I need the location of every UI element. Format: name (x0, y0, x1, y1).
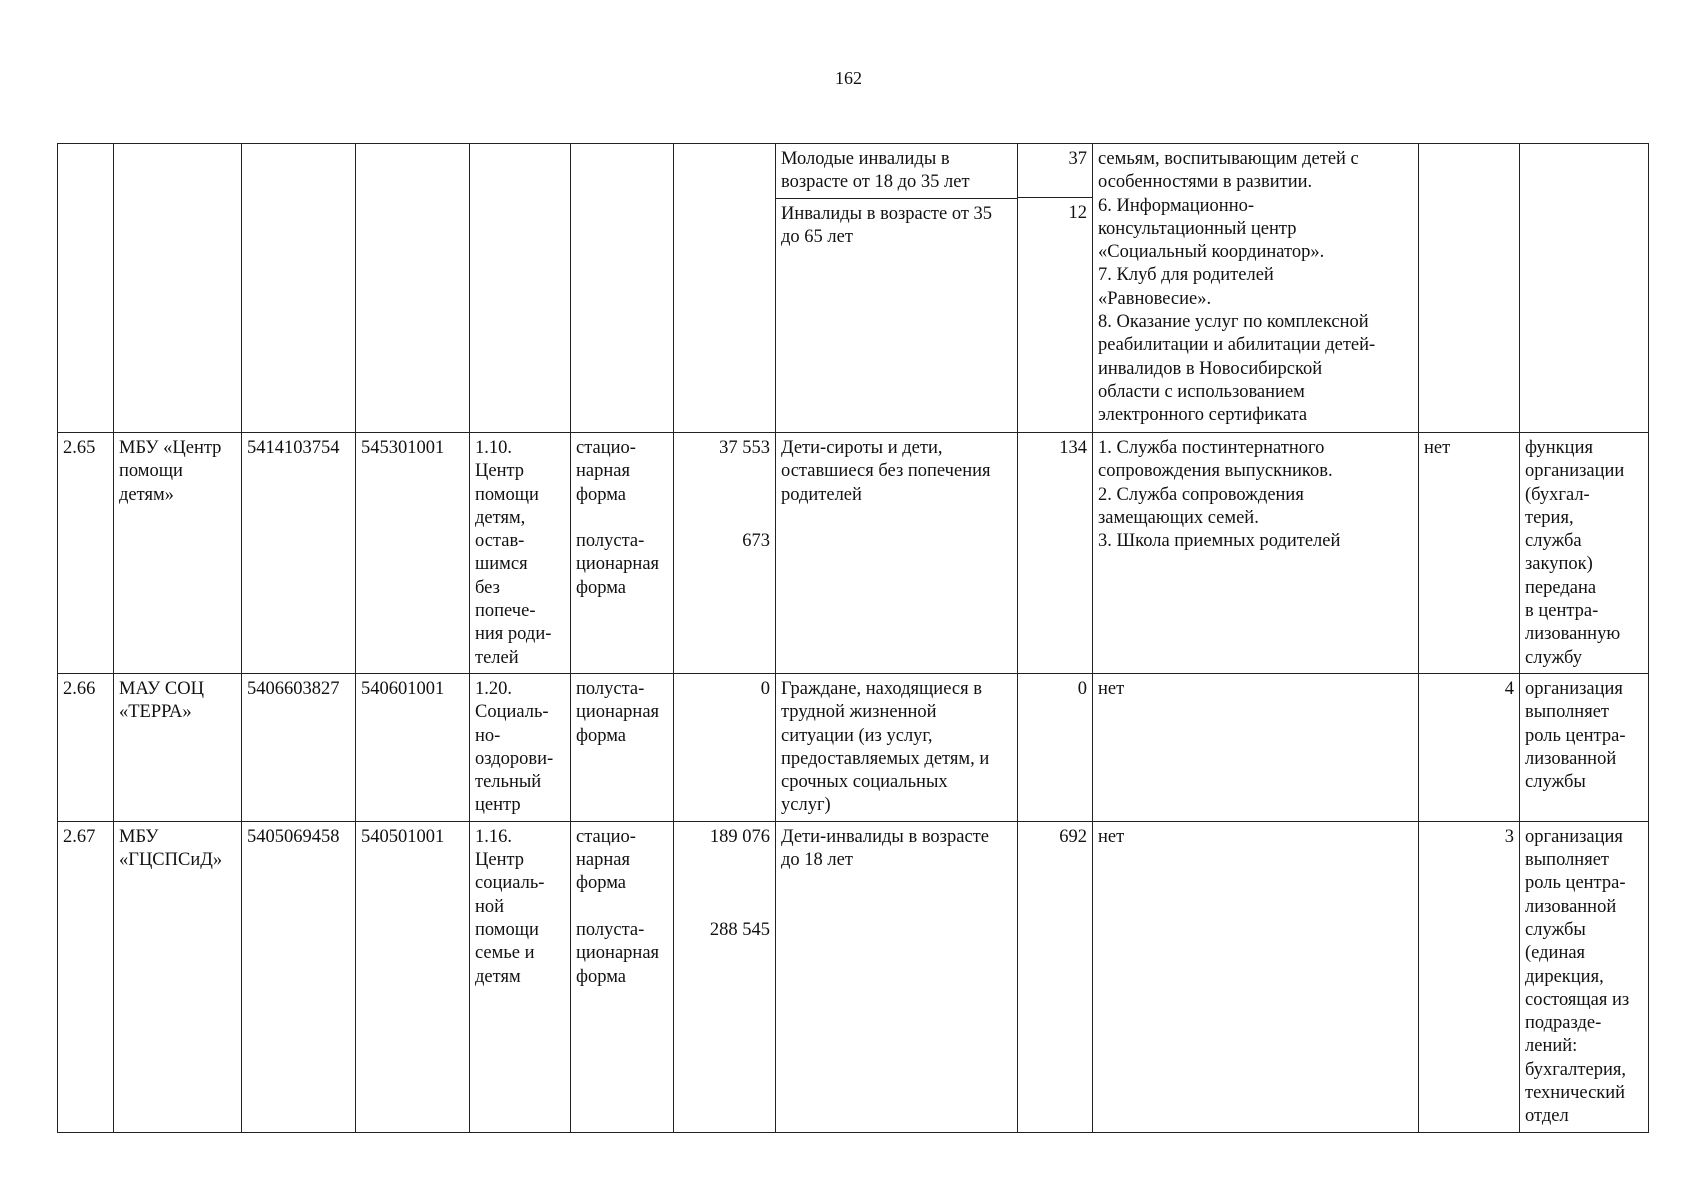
cell-kpp: 545301001 (356, 433, 470, 674)
cell-type (470, 144, 571, 433)
cell-name (114, 144, 242, 433)
cell-no: 2.66 (58, 673, 114, 821)
cell-name: МБУ «ГЦСПСиД» (114, 821, 242, 1132)
table-row (58, 144, 1649, 433)
cell-no: 2.67 (58, 821, 114, 1132)
cell-inn: 5414103754 (242, 433, 356, 674)
cell-services: семьям, воспитывающим детей с особенностями в развитии. 6. Информационно- консультационный центр «Социальный координатор». 7. Клуб для родителей «Равновесие». 8. Оказание услуг по комплексной реабилитации и абилитации детей- инвалидов в Новосибирской области с использованием электронного сертификата (1093, 144, 1419, 433)
category-count: 12 (1068, 203, 1087, 223)
cell-category (776, 144, 1018, 433)
table-row (58, 673, 1649, 821)
cell-category: Дети-сироты и дети, оставшиеся без попечения родителей (776, 433, 1018, 674)
table-row (58, 821, 1649, 1132)
cell-category: Дети-инвалиды в возрасте до 18 лет (776, 821, 1018, 1132)
category-text: Инвалиды в возрасте от 35 до 65 лет (781, 203, 993, 247)
cell-kpp: 540501001 (356, 821, 470, 1132)
cell-form: полуста- ционарная форма (571, 673, 674, 821)
cell-form: стацио- нарная форма полуста- ционарная форма (571, 433, 674, 674)
cell-kpp (356, 144, 470, 433)
cell-category: Граждане, находящиеся в трудной жизненной ситуации (из услуг, предоставляемых детям, и срочных социальных услуг) (776, 673, 1018, 821)
page-number: 162 (835, 68, 862, 88)
cell-type: 1.10. Центр помощи детям, остав- шимся без попече- ния роди- телей (470, 433, 571, 674)
cell-col11 (1419, 144, 1520, 433)
cell-count: 134 (1018, 433, 1093, 674)
cell-volume: 189 076 288 545 (674, 821, 776, 1132)
cell-note (1520, 144, 1649, 433)
cell-note: организация выполняет роль центра- лизованной службы (единая дирекция, состоящая из подразде- лений: бухгалтерия, технический отдел (1520, 821, 1649, 1132)
table-row (58, 433, 1649, 674)
cell-inn: 5406603827 (242, 673, 356, 821)
cell-services: нет (1093, 821, 1419, 1132)
cell-col11: 3 (1419, 821, 1520, 1132)
category-count: 37 (1018, 148, 1092, 198)
cell-inn (242, 144, 356, 433)
cell-col11: нет (1419, 433, 1520, 674)
cell-services: 1. Служба постинтернатного сопровождения выпускников. 2. Служба сопровождения замещающих семей. 3. Школа приемных родителей (1093, 433, 1419, 674)
services-table (57, 143, 1649, 1133)
cell-volume: 0 (674, 673, 776, 821)
cell-inn: 5405069458 (242, 821, 356, 1132)
cell-count: 692 (1018, 821, 1093, 1132)
cell-count: 0 (1018, 673, 1093, 821)
cell-volume: 37 553 673 (674, 433, 776, 674)
cell-type: 1.20. Социаль- но- оздорови- тельный центр (470, 673, 571, 821)
cell-no (58, 144, 114, 433)
cell-col11: 4 (1419, 673, 1520, 821)
cell-no: 2.65 (58, 433, 114, 674)
cell-form (571, 144, 674, 433)
cell-name: МАУ СОЦ «ТЕРРА» (114, 673, 242, 821)
cell-volume (674, 144, 776, 433)
cell-kpp: 540601001 (356, 673, 470, 821)
cell-note: организация выполняет роль центра- лизованной службы (1520, 673, 1649, 821)
cell-form: стацио- нарная форма полуста- ционарная форма (571, 821, 674, 1132)
cell-type: 1.16. Центр социаль- ной помощи семье и детям (470, 821, 571, 1132)
category-text: Молодые инвалиды в возрасте от 18 до 35 лет (776, 148, 1017, 199)
cell-count (1018, 144, 1093, 433)
cell-services: нет (1093, 673, 1419, 821)
cell-name: МБУ «Центр помощи детям» (114, 433, 242, 674)
cell-note: функция организации (бухгал- терия, служба закупок) передана в центра- лизованную службу (1520, 433, 1649, 674)
